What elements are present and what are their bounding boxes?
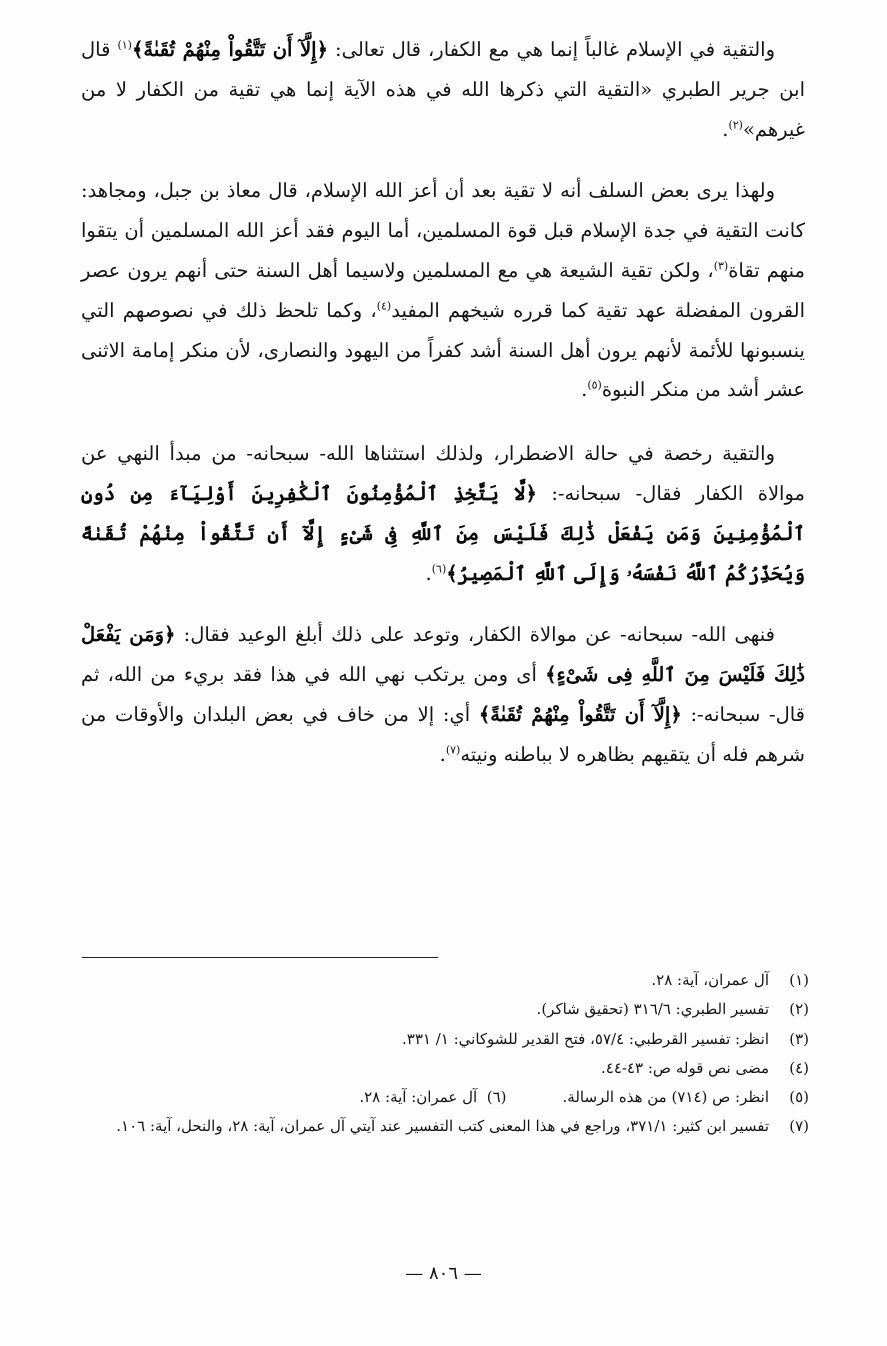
- footnote-text: مضى نص قوله ص: ٤٣-٤٤.: [601, 1058, 769, 1077]
- footnote-text-part: آل عمران: آية: ٢٨.: [359, 1088, 478, 1107]
- footnote-number: (١): [789, 971, 809, 989]
- footnote-text: تفسير الطبري: ٣١٦/٦ (تحقيق شاكر).: [536, 1000, 769, 1019]
- paragraph-2: [81, 171, 805, 410]
- text-run: .: [439, 742, 446, 766]
- text-run: قال ابن جرير الطبري «التقية التي ذكرها الله في هذه الآية إنما هي تقية من الكفار لا من غيرهم»: [81, 38, 805, 141]
- footnotes: [79, 966, 809, 1142]
- text-run: .: [425, 561, 432, 585]
- footnote-item: [79, 1054, 809, 1083]
- quran-quote: ﴿وَمَن يَفْعَلْ ذَٰلِكَ فَلَيْسَ مِنَ ٱللَّهِ فِى شَىْءٍ﴾: [81, 623, 806, 687]
- paragraph-4: [81, 615, 805, 774]
- text-run: والتقية رخصة في حالة الاضطرار، ولذلك استثناها الله- سبحانه- من مبدأ النهي عن موالاة الكفار فقال- سبحانه-:: [81, 442, 805, 505]
- text-run: ، وكما تلحظ ذلك في نصوصهم التي ينسبونها للأئمة لأنهم يرون أهل السنة أشد كفراً من اليهود والنصارى، لأن منكر إمامة الاثنى عشر أشد من منكر النبوة: [81, 298, 805, 402]
- text-run: والتقية في الإسلام غالباً إنما هي مع الكفار، قال تعالى:: [328, 38, 775, 61]
- footnote-text: [79, 1083, 769, 1112]
- main-text: [81, 30, 805, 797]
- footnote-item: [79, 995, 809, 1024]
- quran-quote: ﴿لَّا يَتَّخِذِ ٱلْمُؤْمِنُونَ ٱلْكَٰفِرِينَ أَوْلِيَآءَ مِن دُونِ ٱلْمُؤْمِنِينَ وَمَن يَفْعَلْ ذَٰلِكَ فَلَيْسَ مِنَ ٱللَّهِ فِى شَىْءٍ إِلَّآ أَن تَتَّقُواْ مِنْهُمْ تُقَىٰةً وَيُحَذِّرُكُمُ ٱللَّهُ نَفْسَهُۥ وَإِلَى ٱللَّهِ ٱلْمَصِيرُ﴾: [81, 481, 805, 585]
- footnote-item: [79, 966, 809, 995]
- text-run: فنهى الله- سبحانه- عن موالاة الكفار، وتوعد على ذلك أبلغ الوعيد فقال:: [175, 623, 775, 647]
- paragraph-3: [81, 434, 805, 593]
- footnote-inline-item: [359, 1083, 506, 1112]
- footnote-ref[interactable]: (٥): [587, 378, 602, 392]
- footnote-item: [79, 1112, 809, 1141]
- footnote-ref[interactable]: (٦): [431, 562, 447, 576]
- quran-quote: ﴿إِلَّآ أَن تَتَّقُواْ مِنْهُمْ تُقَىٰةً﴾: [131, 38, 329, 61]
- paragraph-1: [81, 30, 805, 149]
- text-run: أي: إلا من خاف في بعض البلدان والأوقات من شرهم فله أن يتقيهم بظاهره لا بباطنه ونيته: [81, 702, 805, 766]
- footnote-text: انظر: تفسير القرطبي: ٥٧/٤، فتح القدير للشوكاني: ١/ ٣٣١.: [402, 1029, 769, 1048]
- footnote-number: (٣): [789, 1029, 809, 1048]
- footnote-item: [79, 1083, 809, 1112]
- footnote-ref[interactable]: (٣): [713, 259, 729, 273]
- footnote-number: (٦): [486, 1088, 507, 1107]
- text-run: .: [581, 378, 588, 402]
- footnote-text-part: انظر: ص (٧١٤) من هذه الرسالة.: [562, 1088, 769, 1107]
- page-number: — ٨٠٦ —: [405, 1263, 482, 1284]
- footnote-text: تفسير ابن كثير: ٣٧١/١، وراجع في هذا المعنى كتب التفسير عند آيتي آل عمران، آية: ٢٨، والنحل، آية: ١٠٦.: [116, 1117, 769, 1136]
- footnote-number: (٥): [789, 1088, 809, 1107]
- footnote-separator: [82, 957, 438, 958]
- footnote-number: (٤): [789, 1058, 809, 1077]
- footnote-ref[interactable]: (٤): [376, 299, 392, 313]
- footnote-ref[interactable]: (١): [117, 38, 132, 52]
- footnote-number: (٧): [789, 1117, 809, 1136]
- footnote-ref[interactable]: (٢): [728, 118, 743, 132]
- footnote-ref[interactable]: (٧): [445, 743, 461, 757]
- footnote-item: [79, 1025, 809, 1054]
- text-run: أى ومن يرتكب نهي الله في هذا فقد بريء من الله، ثم قال- سبحانه-:: [81, 663, 805, 726]
- footnote-number: (٢): [789, 1000, 809, 1019]
- text-run: ولهذا يرى بعض السلف أنه لا تقية بعد أن أعز الله الإسلام، قال معاذ بن جبل، ومجاهد: كانت التقية في جدة الإسلام قبل قوة المسلمين، أما اليوم فقد أعز الله المسلمين أن يتقوا منهم تقاة: [81, 179, 805, 282]
- text-run: ، ولكن تقية الشيعة هي مع المسلمين ولاسيما أهل السنة حتى أنهم يرون عصر القرون المفضلة عهد تقية كما قرره شيخهم المفيد: [81, 258, 805, 322]
- text-run: .: [722, 117, 729, 141]
- footnote-text: آل عمران، آية: ٢٨.: [651, 971, 769, 989]
- quran-quote: ﴿إِلَّآ أَن تَتَّقُواْ مِنْهُمْ تُقَىٰةً﴾: [478, 702, 682, 726]
